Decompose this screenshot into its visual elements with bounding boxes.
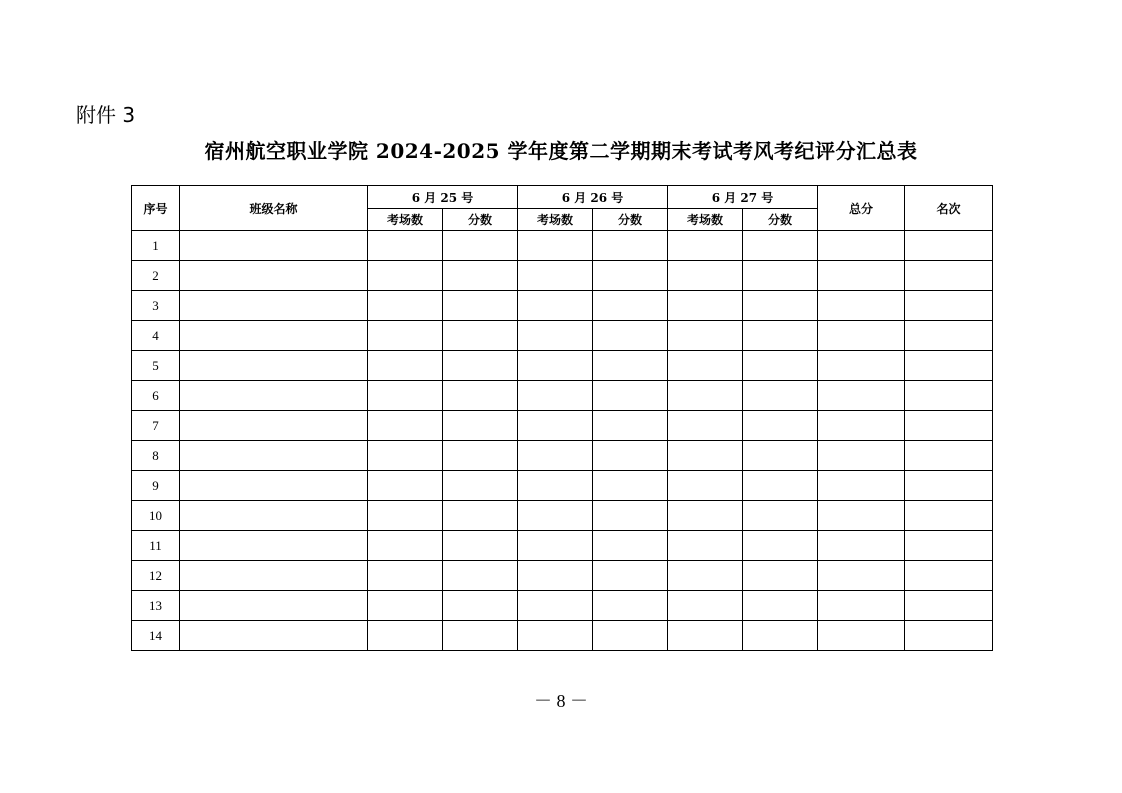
table-row xyxy=(132,591,993,621)
row-seq-cell: 9 xyxy=(132,471,180,501)
total-cell[interactable] xyxy=(818,591,905,621)
score-cell-1[interactable] xyxy=(443,411,518,441)
score-cell-3[interactable] xyxy=(743,441,818,471)
score-cell-2[interactable] xyxy=(593,471,668,501)
rooms-cell-1[interactable] xyxy=(368,321,443,351)
score-cell-1[interactable] xyxy=(443,381,518,411)
score-cell-1[interactable] xyxy=(443,231,518,261)
table-row xyxy=(132,501,993,531)
score-cell-3[interactable] xyxy=(743,591,818,621)
score-cell-2[interactable] xyxy=(593,231,668,261)
total-cell[interactable] xyxy=(818,351,905,381)
rooms-cell-3[interactable] xyxy=(668,261,743,291)
rooms-cell-1[interactable] xyxy=(368,561,443,591)
rooms-cell-3[interactable] xyxy=(668,291,743,321)
rooms-cell-2[interactable] xyxy=(518,351,593,381)
document-title: 宿州航空职业学院 2024-2025 学年度第二学期期末考试考风考纪评分汇总表 xyxy=(204,139,918,163)
table-row xyxy=(132,261,993,291)
row-seq-cell: 14 xyxy=(132,621,180,651)
row-seq-cell: 3 xyxy=(132,291,180,321)
row-seq-cell: 13 xyxy=(132,591,180,621)
row-seq-cell: 7 xyxy=(132,411,180,441)
score-cell-1[interactable] xyxy=(443,471,518,501)
rooms-cell-3[interactable] xyxy=(668,591,743,621)
rooms-cell-3[interactable] xyxy=(668,351,743,381)
rooms-cell-3[interactable] xyxy=(668,411,743,441)
table-row xyxy=(132,561,993,591)
score-cell-3[interactable] xyxy=(743,501,818,531)
class-name-cell[interactable] xyxy=(180,231,368,261)
score-cell-2[interactable] xyxy=(593,561,668,591)
score-cell-3[interactable] xyxy=(743,531,818,561)
score-cell-1[interactable] xyxy=(443,561,518,591)
rooms-cell-1[interactable] xyxy=(368,531,443,561)
total-cell[interactable] xyxy=(818,621,905,651)
rooms-cell-3[interactable] xyxy=(668,561,743,591)
rooms-cell-1[interactable] xyxy=(368,591,443,621)
score-cell-3[interactable] xyxy=(743,621,818,651)
table-row xyxy=(132,321,993,351)
score-cell-2[interactable] xyxy=(593,411,668,441)
score-cell-2[interactable] xyxy=(593,261,668,291)
rooms-cell-2[interactable] xyxy=(518,441,593,471)
score-cell-2[interactable] xyxy=(593,591,668,621)
rooms-cell-2[interactable] xyxy=(518,591,593,621)
rooms-cell-2[interactable] xyxy=(518,261,593,291)
row-seq-cell: 11 xyxy=(132,531,180,561)
score-cell-3[interactable] xyxy=(743,351,818,381)
row-seq-cell: 5 xyxy=(132,351,180,381)
total-cell[interactable] xyxy=(818,531,905,561)
rooms-cell-2[interactable] xyxy=(518,291,593,321)
class-name-cell[interactable] xyxy=(180,351,368,381)
score-cell-2[interactable] xyxy=(593,501,668,531)
rank-cell[interactable] xyxy=(905,501,993,531)
total-cell[interactable] xyxy=(818,411,905,441)
row-seq-cell: 2 xyxy=(132,261,180,291)
header-rooms-3: 考场数 xyxy=(668,209,743,231)
score-cell-3[interactable] xyxy=(743,381,818,411)
rooms-cell-3[interactable] xyxy=(668,441,743,471)
score-cell-3[interactable] xyxy=(743,261,818,291)
table-row xyxy=(132,381,993,411)
rank-cell[interactable] xyxy=(905,591,993,621)
score-cell-1[interactable] xyxy=(443,441,518,471)
score-cell-3[interactable] xyxy=(743,561,818,591)
table-row xyxy=(132,531,993,561)
header-total: 总分 xyxy=(818,186,905,231)
score-cell-2[interactable] xyxy=(593,291,668,321)
score-cell-3[interactable] xyxy=(743,321,818,351)
rooms-cell-1[interactable] xyxy=(368,411,443,441)
rooms-cell-3[interactable] xyxy=(668,231,743,261)
rank-cell[interactable] xyxy=(905,531,993,561)
class-name-cell[interactable] xyxy=(180,411,368,441)
header-rooms-2: 考场数 xyxy=(518,209,593,231)
class-name-cell[interactable] xyxy=(180,471,368,501)
score-cell-1[interactable] xyxy=(443,531,518,561)
total-cell[interactable] xyxy=(818,261,905,291)
row-seq-cell: 10 xyxy=(132,501,180,531)
summary-table xyxy=(131,185,993,651)
rooms-cell-2[interactable] xyxy=(518,561,593,591)
rank-cell[interactable] xyxy=(905,621,993,651)
header-date-1: 6 月 25 号 xyxy=(368,186,518,209)
class-name-cell[interactable] xyxy=(180,531,368,561)
rooms-cell-1[interactable] xyxy=(368,351,443,381)
rank-cell[interactable] xyxy=(905,231,993,261)
rank-cell[interactable] xyxy=(905,261,993,291)
header-row-1 xyxy=(132,186,993,209)
rank-cell[interactable] xyxy=(905,411,993,441)
rooms-cell-3[interactable] xyxy=(668,471,743,501)
score-cell-2[interactable] xyxy=(593,381,668,411)
rooms-cell-1[interactable] xyxy=(368,381,443,411)
class-name-cell[interactable] xyxy=(180,501,368,531)
table-row xyxy=(132,621,993,651)
rank-cell[interactable] xyxy=(905,561,993,591)
rooms-cell-3[interactable] xyxy=(668,531,743,561)
header-date-2: 6 月 26 号 xyxy=(518,186,668,209)
score-cell-1[interactable] xyxy=(443,261,518,291)
header-class-name: 班级名称 xyxy=(180,186,368,231)
rooms-cell-1[interactable] xyxy=(368,441,443,471)
class-name-cell[interactable] xyxy=(180,561,368,591)
score-cell-3[interactable] xyxy=(743,231,818,261)
class-name-cell[interactable] xyxy=(180,621,368,651)
rooms-cell-2[interactable] xyxy=(518,621,593,651)
score-cell-2[interactable] xyxy=(593,321,668,351)
table-row xyxy=(132,351,993,381)
total-cell[interactable] xyxy=(818,381,905,411)
table-row xyxy=(132,231,993,261)
score-cell-1[interactable] xyxy=(443,621,518,651)
rank-cell[interactable] xyxy=(905,441,993,471)
rooms-cell-3[interactable] xyxy=(668,621,743,651)
rank-cell[interactable] xyxy=(905,291,993,321)
score-cell-3[interactable] xyxy=(743,291,818,321)
rank-cell[interactable] xyxy=(905,351,993,381)
table-row xyxy=(132,411,993,441)
score-cell-3[interactable] xyxy=(743,471,818,501)
score-cell-2[interactable] xyxy=(593,621,668,651)
table-body xyxy=(132,231,993,651)
header-rooms-1: 考场数 xyxy=(368,209,443,231)
rooms-cell-2[interactable] xyxy=(518,321,593,351)
rooms-cell-1[interactable] xyxy=(368,231,443,261)
rooms-cell-2[interactable] xyxy=(518,381,593,411)
rooms-cell-3[interactable] xyxy=(668,321,743,351)
table-row xyxy=(132,291,993,321)
header-score-2: 分数 xyxy=(593,209,668,231)
rooms-cell-2[interactable] xyxy=(518,501,593,531)
score-cell-2[interactable] xyxy=(593,441,668,471)
rooms-cell-1[interactable] xyxy=(368,291,443,321)
score-cell-2[interactable] xyxy=(593,531,668,561)
row-seq-cell: 6 xyxy=(132,381,180,411)
class-name-cell[interactable] xyxy=(180,381,368,411)
class-name-cell[interactable] xyxy=(180,591,368,621)
score-cell-1[interactable] xyxy=(443,591,518,621)
score-cell-1[interactable] xyxy=(443,501,518,531)
header-seq: 序号 xyxy=(132,186,180,231)
page-number: － 8 － xyxy=(534,691,588,711)
rooms-cell-1[interactable] xyxy=(368,471,443,501)
rooms-cell-2[interactable] xyxy=(518,471,593,501)
score-cell-1[interactable] xyxy=(443,321,518,351)
rank-cell[interactable] xyxy=(905,381,993,411)
row-seq-cell: 4 xyxy=(132,321,180,351)
class-name-cell[interactable] xyxy=(180,441,368,471)
attachment-label: 附件 3 xyxy=(76,103,136,127)
class-name-cell[interactable] xyxy=(180,321,368,351)
rooms-cell-2[interactable] xyxy=(518,231,593,261)
score-cell-1[interactable] xyxy=(443,351,518,381)
score-cell-2[interactable] xyxy=(593,351,668,381)
rooms-cell-2[interactable] xyxy=(518,411,593,441)
rooms-cell-1[interactable] xyxy=(368,621,443,651)
total-cell[interactable] xyxy=(818,561,905,591)
row-seq-cell: 12 xyxy=(132,561,180,591)
rank-cell[interactable] xyxy=(905,321,993,351)
total-cell[interactable] xyxy=(818,441,905,471)
row-seq-cell: 8 xyxy=(132,441,180,471)
header-date-3: 6 月 27 号 xyxy=(668,186,818,209)
class-name-cell[interactable] xyxy=(180,291,368,321)
header-score-3: 分数 xyxy=(743,209,818,231)
rooms-cell-3[interactable] xyxy=(668,501,743,531)
total-cell[interactable] xyxy=(818,231,905,261)
score-cell-1[interactable] xyxy=(443,291,518,321)
total-cell[interactable] xyxy=(818,471,905,501)
table-row xyxy=(132,471,993,501)
table-row xyxy=(132,441,993,471)
row-seq-cell: 1 xyxy=(132,231,180,261)
total-cell[interactable] xyxy=(818,321,905,351)
rooms-cell-1[interactable] xyxy=(368,261,443,291)
class-name-cell[interactable] xyxy=(180,261,368,291)
rooms-cell-1[interactable] xyxy=(368,501,443,531)
rooms-cell-3[interactable] xyxy=(668,381,743,411)
total-cell[interactable] xyxy=(818,501,905,531)
score-cell-3[interactable] xyxy=(743,411,818,441)
rank-cell[interactable] xyxy=(905,471,993,501)
rooms-cell-2[interactable] xyxy=(518,531,593,561)
header-rank: 名次 xyxy=(905,186,993,231)
total-cell[interactable] xyxy=(818,291,905,321)
header-score-1: 分数 xyxy=(443,209,518,231)
